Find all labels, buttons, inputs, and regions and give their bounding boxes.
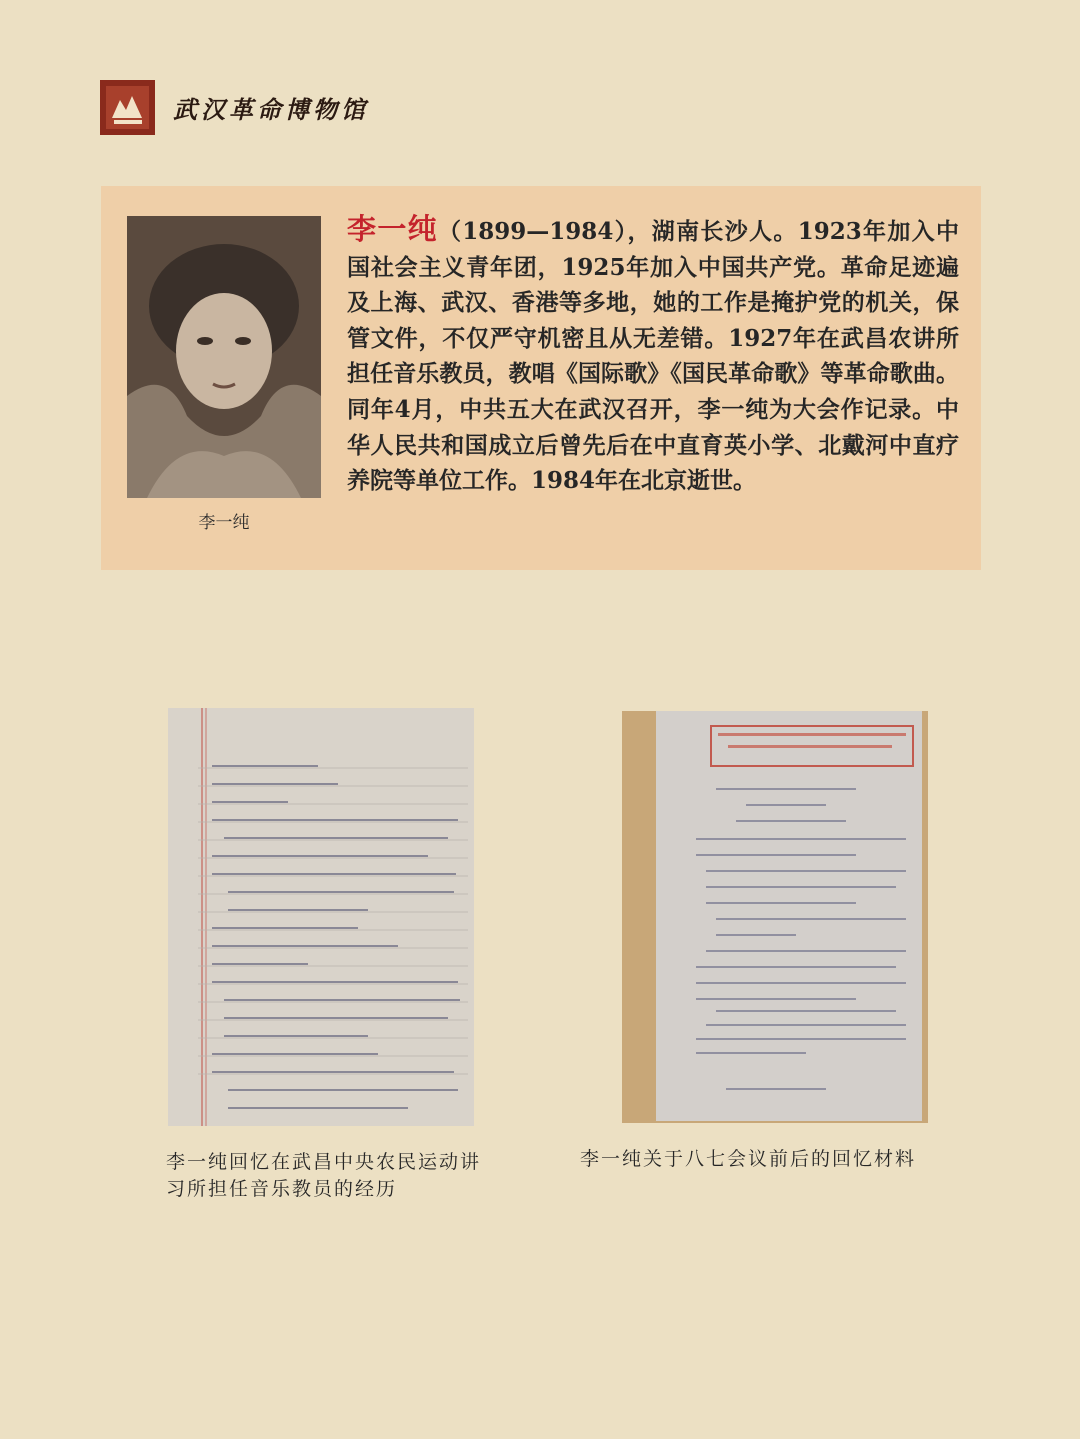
biography-panel [101,186,981,570]
biography-text [347,212,959,499]
handwritten-document-1 [168,708,474,1126]
bio-body: （1899—1984），湖南长沙人。1923年加入中国社会主义青年团，1925年加入中国共产党。革命足迹遍及上海、武汉、香港等多地，她的工作是掩护党的机关，保管文件，不仅严守机密且从无差错。1927年在武昌农讲所担任音乐教员，教唱《国际歌》《国民革命歌》等革命歌曲。同年4月，中共五大在武汉召开，李一纯为大会作记录。中华人民共和国成立后曾先后在中直育英小学、北戴河中直疗养院等单位工作。1984年在北京逝世。 [347,218,959,495]
document-1-caption: 李一纯回忆在武昌中央农民运动讲习所担任音乐教员的经历 [166,1151,482,1200]
portrait-caption: 李一纯 [198,513,250,533]
museum-name: 武汉革命博物馆 [173,95,369,124]
bio-name: 李一纯 [347,212,438,246]
handwritten-document-2 [622,711,928,1123]
document-paper [656,711,922,1121]
document-2-caption: 李一纯关于八七会议前后的回忆材料 [580,1148,917,1170]
header [100,80,369,135]
museum-logo-icon [100,80,155,135]
portrait-photo [127,216,321,498]
